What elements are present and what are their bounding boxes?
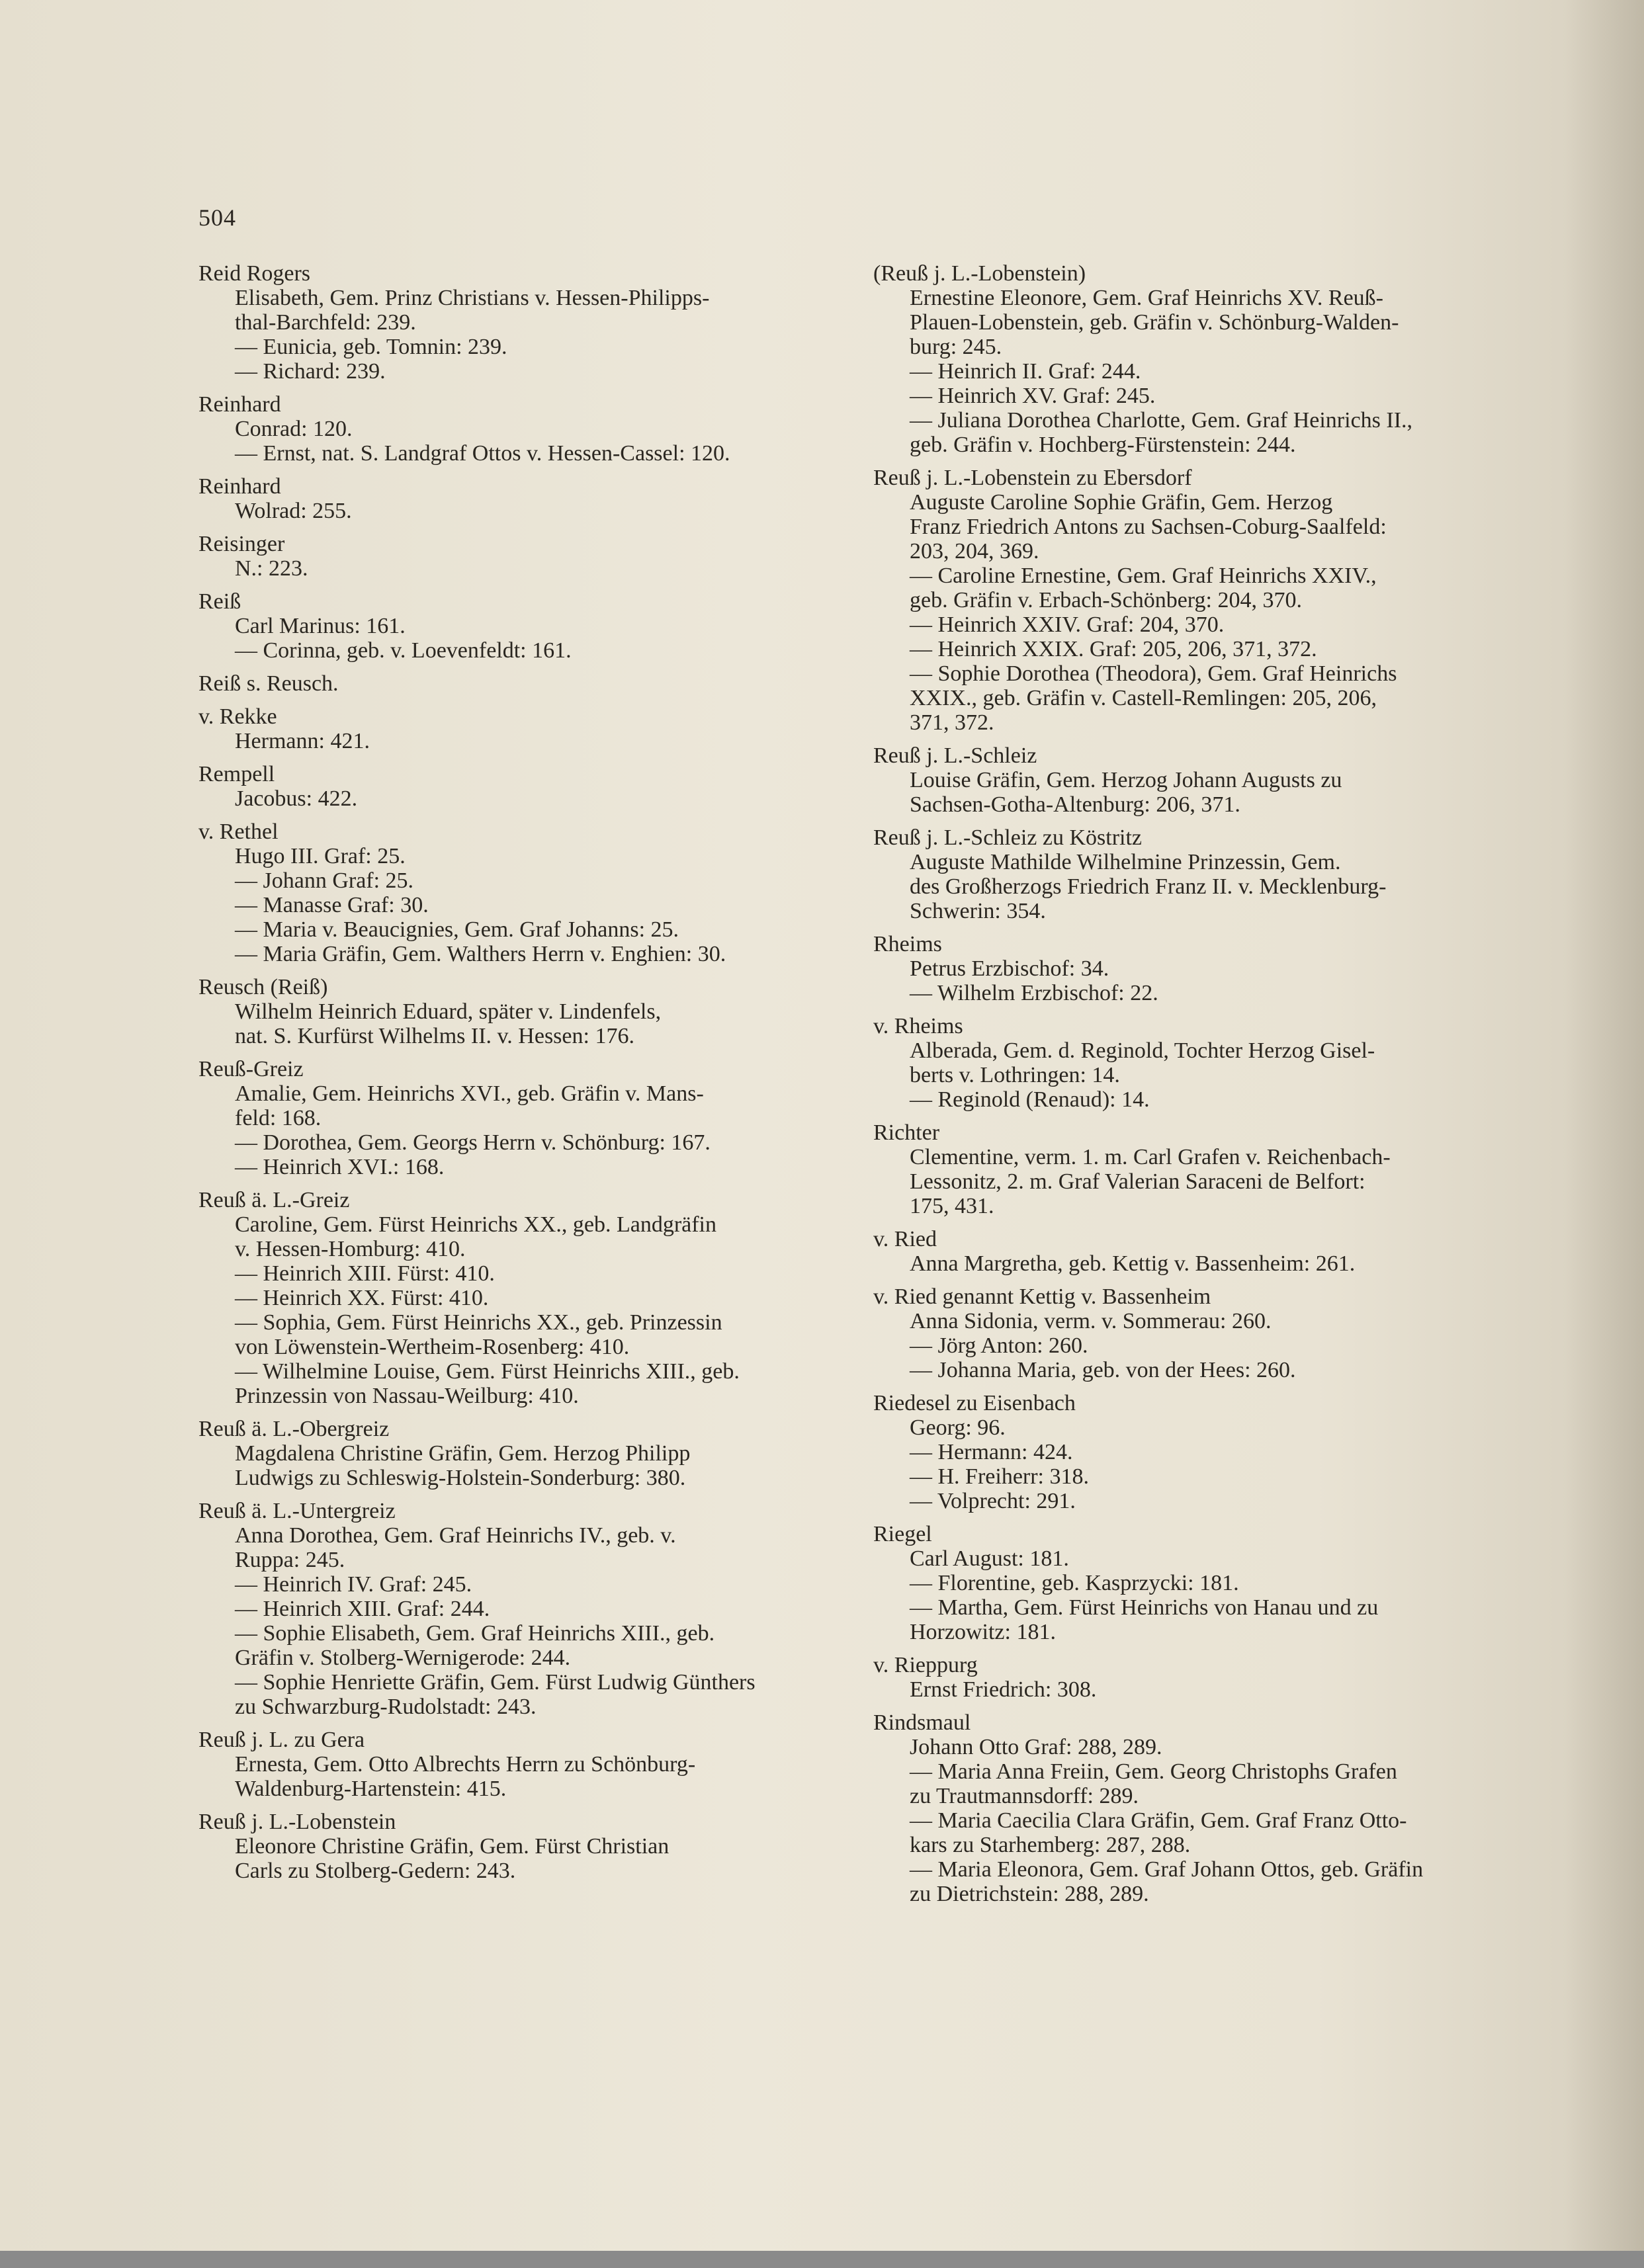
entry-heading: Riegel: [873, 1522, 932, 1546]
entry-heading: Reiß s. Reusch.: [198, 671, 339, 696]
entry-line: burg: 245.: [910, 335, 1002, 359]
entry-heading: Reinhard: [198, 392, 281, 417]
index-entry: [198, 1417, 860, 1490]
entry-heading: Reuß ä. L.-Untergreiz: [198, 1499, 396, 1523]
entry-heading: Rempell: [198, 762, 275, 786]
entry-line: — H. Freiherr: 318.: [910, 1464, 1090, 1489]
entry-line: — Maria Eleonora, Gem. Graf Johann Ottos, geb. Gräfin: [910, 1857, 1424, 1882]
entry-line: — Florentine, geb. Kasprzycki: 181.: [910, 1571, 1239, 1595]
entry-line: 371, 372.: [910, 710, 994, 735]
entry-line: — Juliana Dorothea Charlotte, Gem. Graf Heinrichs II.,: [910, 408, 1413, 433]
entry-heading: Reuß j. L.-Schleiz zu Köstritz: [873, 825, 1143, 850]
entry-heading: v. Rheims: [873, 1014, 963, 1038]
entry-line: v. Hessen-Homburg: 410.: [235, 1237, 466, 1261]
entry-line: — Wilhelm Erzbischof: 22.: [910, 981, 1158, 1005]
entry-line: — Caroline Ernestine, Gem. Graf Heinrichs XXIV.,: [910, 564, 1377, 588]
entry-line: berts v. Lothringen: 14.: [910, 1063, 1120, 1087]
entry-line: Auguste Caroline Sophie Gräfin, Gem. Herzog: [910, 490, 1333, 515]
entry-heading: Reuß-Greiz: [198, 1057, 304, 1081]
index-entry: [873, 932, 1515, 1005]
entry-line: nat. S. Kurfürst Wilhelms II. v. Hessen: 176.: [235, 1024, 634, 1048]
entry-line: Sachsen-Gotha-Altenburg: 206, 371.: [910, 792, 1240, 817]
entry-line: — Heinrich XIII. Fürst: 410.: [235, 1261, 495, 1286]
entry-heading: Richter: [873, 1120, 940, 1145]
entry-line: — Maria Anna Freiin, Gem. Georg Christophs Grafen: [910, 1759, 1397, 1784]
index-entry: [873, 743, 1515, 817]
entry-line: — Johanna Maria, geb. von der Hees: 260.: [910, 1358, 1296, 1382]
entry-heading: Reinhard: [198, 474, 281, 499]
index-entry: [198, 392, 860, 466]
entry-line: — Sophie Henriette Gräfin, Gem. Fürst Ludwig Günthers: [235, 1670, 756, 1695]
entry-line: Auguste Mathilde Wilhelmine Prinzessin, Gem.: [910, 850, 1341, 874]
entry-line: — Martha, Gem. Fürst Heinrichs von Hanau und zu: [910, 1595, 1379, 1620]
entry-line: Lessonitz, 2. m. Graf Valerian Saraceni de Belfort:: [910, 1169, 1365, 1194]
index-entry: [198, 975, 860, 1048]
entry-line: thal-Barchfeld: 239.: [235, 310, 416, 335]
entry-line: Amalie, Gem. Heinrichs XVI., geb. Gräfin v. Mans-: [235, 1081, 704, 1106]
entry-heading: v. Ried genannt Kettig v. Bassenheim: [873, 1284, 1211, 1309]
entry-line: — Heinrich XXIV. Graf: 204, 370.: [910, 612, 1225, 637]
entry-heading: v. Ried: [873, 1227, 937, 1251]
entry-line: — Hermann: 424.: [910, 1440, 1073, 1464]
entry-line: Ruppa: 245.: [235, 1548, 345, 1572]
entry-heading: v. Rekke: [198, 704, 277, 729]
page-edge-shadow: [1565, 0, 1644, 2268]
index-entry: [198, 532, 860, 581]
entry-line: — Corinna, geb. v. Loevenfeldt: 161.: [235, 638, 572, 663]
entry-line: Ludwigs zu Schleswig-Holstein-Sonderburg: 380.: [235, 1466, 686, 1490]
entry-line: Louise Gräfin, Gem. Herzog Johann Augusts zu: [910, 768, 1342, 792]
entry-line: — Sophie Dorothea (Theodora), Gem. Graf Heinrichs: [910, 661, 1397, 686]
index-entry: [873, 261, 1515, 457]
entry-line: feld: 168.: [235, 1106, 322, 1130]
index-entry: [198, 261, 860, 384]
entry-heading: v. Rieppurg: [873, 1653, 978, 1677]
index-entry: [873, 1522, 1515, 1644]
entry-line: Clementine, verm. 1. m. Carl Grafen v. Reichenbach-: [910, 1145, 1391, 1169]
index-entry: [198, 819, 860, 966]
index-entry: [198, 1188, 860, 1408]
entry-line: N.: 223.: [235, 556, 308, 581]
entry-line: — Wilhelmine Louise, Gem. Fürst Heinrichs XIII., geb.: [235, 1359, 740, 1384]
entry-line: geb. Gräfin v. Hochberg-Fürstenstein: 244.: [910, 433, 1296, 457]
entry-line: Eleonore Christine Gräfin, Gem. Fürst Christian: [235, 1834, 670, 1859]
entry-line: Gräfin v. Stolberg-Wernigerode: 244.: [235, 1646, 571, 1670]
index-entry: [198, 1057, 860, 1179]
entry-heading: v. Rethel: [198, 819, 279, 844]
entry-line: — Maria Caecilia Clara Gräfin, Gem. Graf Franz Otto-: [910, 1808, 1407, 1833]
index-entry: [873, 825, 1515, 923]
entry-line: — Richard: 239.: [235, 359, 386, 384]
index-entry: [873, 466, 1515, 735]
entry-line: Carl Marinus: 161.: [235, 614, 406, 638]
index-entry: [873, 1120, 1515, 1218]
index-entry: [198, 1728, 860, 1801]
entry-line: — Heinrich II. Graf: 244.: [910, 359, 1141, 384]
entry-line: — Dorothea, Gem. Georgs Herrn v. Schönburg: 167.: [235, 1130, 711, 1155]
entry-heading: Reuß j. L.-Lobenstein zu Ebersdorf: [873, 466, 1192, 490]
entry-heading: Reusch (Reiß): [198, 975, 328, 999]
entry-line: — Eunicia, geb. Tomnin: 239.: [235, 335, 507, 359]
entry-line: — Maria v. Beaucignies, Gem. Graf Johanns: 25.: [235, 917, 679, 942]
entry-line: — Reginold (Renaud): 14.: [910, 1087, 1150, 1112]
index-entry: [873, 1227, 1515, 1276]
entry-line: zu Trautmannsdorff: 289.: [910, 1784, 1139, 1808]
entry-line: Waldenburg-Hartenstein: 415.: [235, 1777, 507, 1801]
entry-heading: Reid Rogers: [198, 261, 311, 286]
entry-line: Ernst Friedrich: 308.: [910, 1677, 1097, 1702]
entry-line: Hugo III. Graf: 25.: [235, 844, 406, 868]
entry-line: — Johann Graf: 25.: [235, 868, 414, 893]
index-entry: [198, 1810, 860, 1883]
entry-heading: (Reuß j. L.-Lobenstein): [873, 261, 1086, 286]
entry-line: Prinzessin von Nassau-Weilburg: 410.: [235, 1384, 579, 1408]
entry-heading: Reiß: [198, 589, 241, 614]
entry-line: Hermann: 421.: [235, 729, 370, 753]
left-column: [198, 261, 860, 1892]
entry-line: XXIX., geb. Gräfin v. Castell-Remlingen: 205, 206,: [910, 686, 1377, 710]
entry-heading: Reuß ä. L.-Obergreiz: [198, 1417, 390, 1441]
entry-line: von Löwenstein-Wertheim-Rosenberg: 410.: [235, 1335, 630, 1359]
entry-heading: Reuß j. L.-Schleiz: [873, 743, 1037, 768]
index-entry: [198, 762, 860, 811]
entry-line: Elisabeth, Gem. Prinz Christians v. Hessen-Philipps-: [235, 286, 710, 310]
index-entry: [873, 1014, 1515, 1112]
index-entry: [198, 474, 860, 523]
entry-line: Plauen-Lobenstein, geb. Gräfin v. Schönburg-Walden-: [910, 310, 1399, 335]
entry-line: — Volprecht: 291.: [910, 1489, 1076, 1513]
index-entry: [198, 671, 860, 696]
entry-line: — Maria Gräfin, Gem. Walthers Herrn v. Enghien: 30.: [235, 942, 726, 966]
entry-line: Jacobus: 422.: [235, 786, 358, 811]
entry-line: des Großherzogs Friedrich Franz II. v. Mecklenburg-: [910, 874, 1387, 899]
entry-line: geb. Gräfin v. Erbach-Schönberg: 204, 370.: [910, 588, 1302, 612]
entry-line: — Ernst, nat. S. Landgraf Ottos v. Hessen-Cassel: 120.: [235, 441, 730, 466]
entry-line: Caroline, Gem. Fürst Heinrichs XX., geb. Landgräfin: [235, 1212, 716, 1237]
entry-line: Wilhelm Heinrich Eduard, später v. Lindenfels,: [235, 999, 662, 1024]
entry-heading: Reuß j. L.-Lobenstein: [198, 1810, 396, 1834]
entry-line: Franz Friedrich Antons zu Sachsen-Coburg-Saalfeld:: [910, 515, 1387, 539]
entry-line: — Sophia, Gem. Fürst Heinrichs XX., geb. Prinzessin: [235, 1310, 722, 1335]
entry-line: Magdalena Christine Gräfin, Gem. Herzog Philipp: [235, 1441, 691, 1466]
entry-line: Ernestine Eleonore, Gem. Graf Heinrichs XV. Reuß-: [910, 286, 1383, 310]
entry-line: — Heinrich IV. Graf: 245.: [235, 1572, 472, 1597]
index-entry: [873, 1653, 1515, 1702]
entry-heading: Riedesel zu Eisenbach: [873, 1391, 1076, 1415]
entry-line: Johann Otto Graf: 288, 289.: [910, 1735, 1162, 1759]
entry-line: zu Dietrichstein: 288, 289.: [910, 1882, 1149, 1906]
entry-line: Carl August: 181.: [910, 1546, 1069, 1571]
entry-line: zu Schwarzburg-Rudolstadt: 243.: [235, 1695, 537, 1719]
entry-heading: Rindsmaul: [873, 1710, 971, 1735]
entry-line: Horzowitz: 181.: [910, 1620, 1056, 1644]
entry-line: — Heinrich XIII. Graf: 244.: [235, 1597, 490, 1621]
entry-line: Anna Dorothea, Gem. Graf Heinrichs IV., geb. v.: [235, 1523, 676, 1548]
entry-line: — Jörg Anton: 260.: [910, 1333, 1088, 1358]
entry-line: 175, 431.: [910, 1194, 994, 1218]
entry-line: — Manasse Graf: 30.: [235, 893, 429, 917]
index-entry: [873, 1284, 1515, 1382]
entry-heading: Reisinger: [198, 532, 285, 556]
entry-line: Conrad: 120.: [235, 417, 353, 441]
index-entry: [873, 1391, 1515, 1513]
entry-line: Anna Sidonia, verm. v. Sommerau: 260.: [910, 1309, 1272, 1333]
entry-heading: Reuß ä. L.-Greiz: [198, 1188, 350, 1212]
index-entry: [198, 1499, 860, 1719]
entry-line: Schwerin: 354.: [910, 899, 1046, 923]
scan-bottom-edge: [0, 2251, 1644, 2268]
entry-heading: Rheims: [873, 932, 942, 956]
entry-line: — Sophie Elisabeth, Gem. Graf Heinrichs XIII., geb.: [235, 1621, 715, 1646]
right-column: [873, 261, 1515, 1915]
entry-line: Ernesta, Gem. Otto Albrechts Herrn zu Schönburg-: [235, 1752, 696, 1777]
entry-line: Petrus Erzbischof: 34.: [910, 956, 1109, 981]
entry-line: — Heinrich XX. Fürst: 410.: [235, 1286, 489, 1310]
entry-heading: Reuß j. L. zu Gera: [198, 1728, 365, 1752]
entry-line: kars zu Starhemberg: 287, 288.: [910, 1833, 1191, 1857]
entry-line: Wolrad: 255.: [235, 499, 352, 523]
entry-line: Carls zu Stolberg-Gedern: 243.: [235, 1859, 516, 1883]
index-entry: [198, 589, 860, 663]
entry-line: 203, 204, 369.: [910, 539, 1039, 564]
entry-line: Alberada, Gem. d. Reginold, Tochter Herzog Gisel-: [910, 1038, 1375, 1063]
entry-line: Anna Margretha, geb. Kettig v. Bassenheim: 261.: [910, 1251, 1356, 1276]
entry-line: — Heinrich XV. Graf: 245.: [910, 384, 1156, 408]
index-entry: [198, 704, 860, 753]
entry-line: Georg: 96.: [910, 1415, 1006, 1440]
index-entry: [873, 1710, 1515, 1906]
entry-line: — Heinrich XVI.: 168.: [235, 1155, 445, 1179]
entry-line: — Heinrich XXIX. Graf: 205, 206, 371, 372.: [910, 637, 1317, 661]
page-number: 504: [198, 204, 236, 231]
